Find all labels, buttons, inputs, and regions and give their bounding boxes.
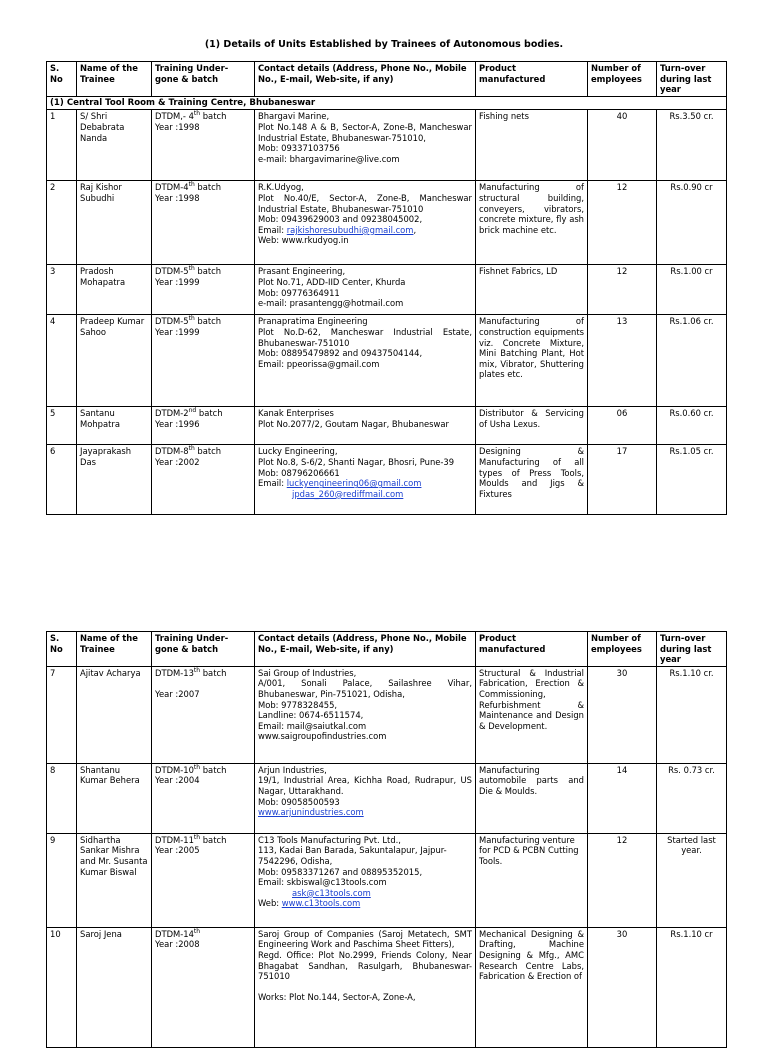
training-batch: DTDM-5th batch <box>155 265 222 277</box>
cell-product: Fishnet Fabrics, LD <box>476 265 588 315</box>
header-sno: S. No <box>47 62 77 97</box>
cell-turnover: Rs.0.60 cr. <box>657 407 727 445</box>
contact-line: A/001, Sonali Palace, Sailashree Vihar, Bhubaneswar, Pin-751021, Odisha, <box>258 678 472 699</box>
contact-line: e-mail: prasantengg@hotmail.com <box>258 298 404 309</box>
header-training: Training Under-gone & batch <box>152 632 255 667</box>
cell-contact <box>255 927 476 1047</box>
cell-sno: 6 <box>47 445 77 515</box>
cell-sno: 10 <box>47 927 77 1047</box>
header-employees: Number of employees <box>588 62 657 97</box>
contact-line: Plot No.D-62, Mancheswar Industrial Estate, Bhubaneswar-751010 <box>258 326 472 348</box>
contact-line: Email: ppeorissa@gmail.com <box>258 358 380 369</box>
contact-line: Plot No.148 A & B, Sector-A, Zone-B, Mancheswar Industrial Estate, Bhubaneswar-751010, <box>258 121 472 143</box>
cell-turnover: Rs.1.06 cr. <box>657 315 727 407</box>
cell-employees: 12 <box>588 265 657 315</box>
training-year: Year :2005 <box>155 845 200 856</box>
cell-name: Sidhartha Sankar Mishra and Mr. Susanta Kumar Biswal <box>77 833 152 927</box>
training-year: Year :2002 <box>155 456 200 467</box>
table-row <box>47 445 727 515</box>
cell-employees: 30 <box>588 666 657 763</box>
training-batch: DTDM-5th batch <box>155 315 222 327</box>
cell-name: Pradeep Kumar Sahoo <box>77 315 152 407</box>
contact-line: 113, Kadai Ban Barada, Sakuntalapur, Jajpur-7542296, Odisha, <box>258 845 447 866</box>
cell-turnover: Rs.1.00 cr <box>657 265 727 315</box>
header-contact: Contact details (Address, Phone No., Mobile No., E-mail, Web-site, if any) <box>255 632 476 667</box>
contact-line: Mob: 09058500593 <box>258 796 340 807</box>
training-year: Year :1998 <box>155 121 200 132</box>
table-row <box>47 181 727 265</box>
cell-product: Manufacturing of structural building, conveyers, vibrators, concrete mixture, fly ash brick machine etc. <box>476 181 588 265</box>
contact-line: Works: Plot No.144, Sector-A, Zone-A, <box>258 992 416 1003</box>
contact-email-line <box>258 489 472 500</box>
table-row <box>47 407 727 445</box>
cell-sno: 5 <box>47 407 77 445</box>
cell-training <box>152 265 255 315</box>
training-batch: DTDM-4th batch <box>155 181 222 193</box>
cell-sno: 7 <box>47 666 77 763</box>
cell-training <box>152 315 255 407</box>
contact-line: Saroj Group of Companies (Saroj Metatech, SMT Engineering Work and Paschima Sheet Fitters), <box>258 928 472 950</box>
cell-training <box>152 110 255 181</box>
cell-turnover: Rs.3.50 cr. <box>657 110 727 181</box>
contact-line: Email: mail@saiutkal.com <box>258 720 367 731</box>
header-contact: Contact details (Address, Phone No., Mobile No., E-mail, Web-site, if any) <box>255 62 476 97</box>
email-link[interactable]: ask@c13tools.com <box>292 887 371 898</box>
header-training: Training Under-gone & batch <box>152 62 255 97</box>
email-label: Email: <box>258 224 287 235</box>
website-link[interactable]: www.c13tools.com <box>281 898 361 909</box>
email-link[interactable]: rajkishoresubudhi@gmail.com <box>286 224 414 235</box>
training-batch: DTDM-13th batch <box>155 666 227 678</box>
cell-product: Manufacturing of construction equipments viz. Concrete Mixture, Mini Batching Plant, Hot mix, Vibrator, Shuttering plates etc. <box>476 315 588 407</box>
cell-name: S/ Shri Debabrata Nanda <box>77 110 152 181</box>
cell-contact <box>255 181 476 265</box>
contact-line: C13 Tools Manufacturing Pvt. Ltd., <box>258 834 401 845</box>
table-header-row <box>47 632 727 667</box>
cell-name: Saroj Jena <box>77 927 152 1047</box>
table-row <box>47 666 727 763</box>
cell-product: Manufacturing automobile parts and Die & Moulds. <box>476 763 588 833</box>
contact-web: Web: www.rkudyog.in <box>258 235 349 246</box>
contact-line: Prasant Engineering, <box>258 266 346 277</box>
cell-turnover: Rs.1.05 cr. <box>657 445 727 515</box>
cell-turnover: Rs.0.90 cr <box>657 181 727 265</box>
cell-training <box>152 927 255 1047</box>
contact-line: Email: skbiswal@c13tools.com <box>258 877 387 888</box>
training-batch: DTDM,- 4th batch <box>155 110 227 122</box>
table-header-row <box>47 62 727 97</box>
cell-sno: 4 <box>47 315 77 407</box>
contact-email-line <box>258 888 472 899</box>
header-turnover: Turn-over during last year <box>657 632 727 667</box>
cell-training <box>152 763 255 833</box>
cell-name: Pradosh Mohapatra <box>77 265 152 315</box>
cell-contact <box>255 315 476 407</box>
cell-contact <box>255 265 476 315</box>
units-table-1 <box>46 61 727 515</box>
page-title: (1) Details of Units Established by Trainees of Autonomous bodies. <box>204 39 564 50</box>
cell-name: Raj Kishor Subudhi <box>77 181 152 265</box>
contact-line: Mob: 08895479892 and 09437504144, <box>258 348 423 359</box>
cell-contact <box>255 833 476 927</box>
header-sno: S. No <box>47 632 77 667</box>
training-year: Year :1999 <box>155 326 200 337</box>
email-label: Email: <box>258 478 287 489</box>
cell-turnover: Rs. 0.73 cr. <box>657 763 727 833</box>
cell-name: Santanu Mohpatra <box>77 407 152 445</box>
cell-product: Distributor & Servicing of Usha Lexus. <box>476 407 588 445</box>
contact-line: Bhargavi Marine, <box>258 111 330 122</box>
contact-line: Plot No.40/E, Sector-A, Zone-B, Mancheswar Industrial Estate, Bhubaneswar-751010 <box>258 192 472 214</box>
cell-employees: 40 <box>588 110 657 181</box>
contact-line: Pranapratima Engineering <box>258 316 368 327</box>
training-batch: DTDM-10th batch <box>155 763 227 775</box>
cell-sno: 9 <box>47 833 77 927</box>
cell-turnover: Started last year. <box>657 833 727 927</box>
table-row <box>47 110 727 181</box>
cell-product: Designing & Manufacturing of all types of Press Tools, Moulds and Jigs & Fixtures <box>476 445 588 515</box>
contact-line: Mob: 09583371267 and 08895352015, <box>258 866 423 877</box>
contact-email-line <box>258 478 472 489</box>
cell-contact <box>255 407 476 445</box>
section-row <box>47 96 727 110</box>
training-year: Year :2007 <box>155 688 200 699</box>
header-name: Name of the Trainee <box>77 632 152 667</box>
contact-line: Plot No.2077/2, Goutam Nagar, Bhubaneswar <box>258 418 449 429</box>
cell-contact <box>255 666 476 763</box>
cell-training <box>152 833 255 927</box>
training-batch: DTDM-11th batch <box>155 833 227 845</box>
cell-employees: 12 <box>588 833 657 927</box>
cell-employees: 14 <box>588 763 657 833</box>
training-year: Year :2004 <box>155 775 200 786</box>
training-batch: DTDM-14th <box>155 927 201 939</box>
contact-web-line <box>258 898 472 909</box>
contact-line: www.saigroupofindustries.com <box>258 731 387 742</box>
training-spacer <box>155 678 251 689</box>
cell-employees: 13 <box>588 315 657 407</box>
cell-training <box>152 181 255 265</box>
training-batch: DTDM-2nd batch <box>155 407 223 419</box>
cell-turnover: Rs.1.10 cr <box>657 927 727 1047</box>
header-name: Name of the Trainee <box>77 62 152 97</box>
email-link[interactable]: luckyengineering06@gmail.com <box>286 478 422 489</box>
web-label: Web: <box>258 898 282 909</box>
cell-sno: 1 <box>47 110 77 181</box>
cell-contact <box>255 110 476 181</box>
training-year: Year :1999 <box>155 276 200 287</box>
contact-line: Regd. Office: Plot No.2999, Friends Colony, Near Bhagabat Sandhan, Rasulgarh, Bhubaneswar-751010 <box>258 949 472 982</box>
contact-line: Mob: 09337103756 <box>258 143 340 154</box>
table-row <box>47 315 727 407</box>
contact-line: Kanak Enterprises <box>258 408 334 419</box>
cell-contact <box>255 445 476 515</box>
contact-line: Mob: 09439629003 and 09238045002, <box>258 214 423 225</box>
training-batch: DTDM-8th batch <box>155 445 222 457</box>
cell-training <box>152 445 255 515</box>
contact-line: Mob: 08796206661 <box>258 467 340 478</box>
cell-product: Mechanical Designing & Drafting, Machine Designing & Mfg., AMC Research Centre Labs, Fabrication & Erection of <box>476 927 588 1047</box>
training-year: Year :1996 <box>155 418 200 429</box>
cell-turnover: Rs.1.10 cr. <box>657 666 727 763</box>
cell-name: Shantanu Kumar Behera <box>77 763 152 833</box>
header-product: Product manufactured <box>476 632 588 667</box>
cell-training <box>152 407 255 445</box>
section-title: (1) Central Tool Room & Training Centre, Bhubaneswar <box>47 96 727 110</box>
contact-line: Landline: 0674-6511574, <box>258 710 364 721</box>
header-employees: Number of employees <box>588 632 657 667</box>
contact-line: Mob: 9778328455, <box>258 699 338 710</box>
contact-line: Sai Group of Industries, <box>258 667 357 678</box>
cell-employees: 12 <box>588 181 657 265</box>
contact-line: e-mail: bhargavimarine@live.com <box>258 153 400 164</box>
cell-name: Jayaprakash Das <box>77 445 152 515</box>
cell-sno: 2 <box>47 181 77 265</box>
cell-sno: 3 <box>47 265 77 315</box>
contact-line: Plot No.71, ADD-IID Center, Khurda <box>258 276 406 287</box>
website-link[interactable]: www.arjunindustries.com <box>258 807 364 818</box>
email-link[interactable]: jpdas_260@rediffmail.com <box>292 488 404 499</box>
training-year: Year :1998 <box>155 192 200 203</box>
cell-name: Ajitav Acharya <box>77 666 152 763</box>
contact-line: 19/1, Industrial Area, Kichha Road, Rudrapur, US Nagar, Uttarakhand. <box>258 775 472 796</box>
cell-product: Structural & Industrial Fabrication, Erection & Commissioning, Refurbishment & Maintenance and Design & Development. <box>476 666 588 763</box>
cell-training <box>152 666 255 763</box>
cell-contact <box>255 763 476 833</box>
contact-line: Plot No.8, S-6/2, Shanti Nagar, Bhosri, Pune-39 <box>258 456 455 467</box>
contact-line: R.K.Udyog, <box>258 182 304 193</box>
units-table-2 <box>46 631 727 1048</box>
table-row <box>47 927 727 1047</box>
contact-spacer <box>258 982 472 993</box>
table-row <box>47 763 727 833</box>
training-year: Year :2008 <box>155 939 200 950</box>
contact-email-line: Email: rajkishoresubudhi@gmail.com, <box>258 224 417 235</box>
contact-line: Mob: 09776364911 <box>258 287 340 298</box>
cell-employees: 06 <box>588 407 657 445</box>
header-turnover: Turn-over during last year <box>657 62 727 97</box>
cell-product: Manufacturing venture for PCD & PCBN Cutting Tools. <box>476 833 588 927</box>
header-product: Product manufactured <box>476 62 588 97</box>
contact-line: Lucky Engineering, <box>258 446 338 457</box>
table-row <box>47 833 727 927</box>
cell-employees: 30 <box>588 927 657 1047</box>
table-row <box>47 265 727 315</box>
contact-line: Arjun Industries, <box>258 764 327 775</box>
cell-employees: 17 <box>588 445 657 515</box>
cell-product: Fishing nets <box>476 110 588 181</box>
cell-sno: 8 <box>47 763 77 833</box>
